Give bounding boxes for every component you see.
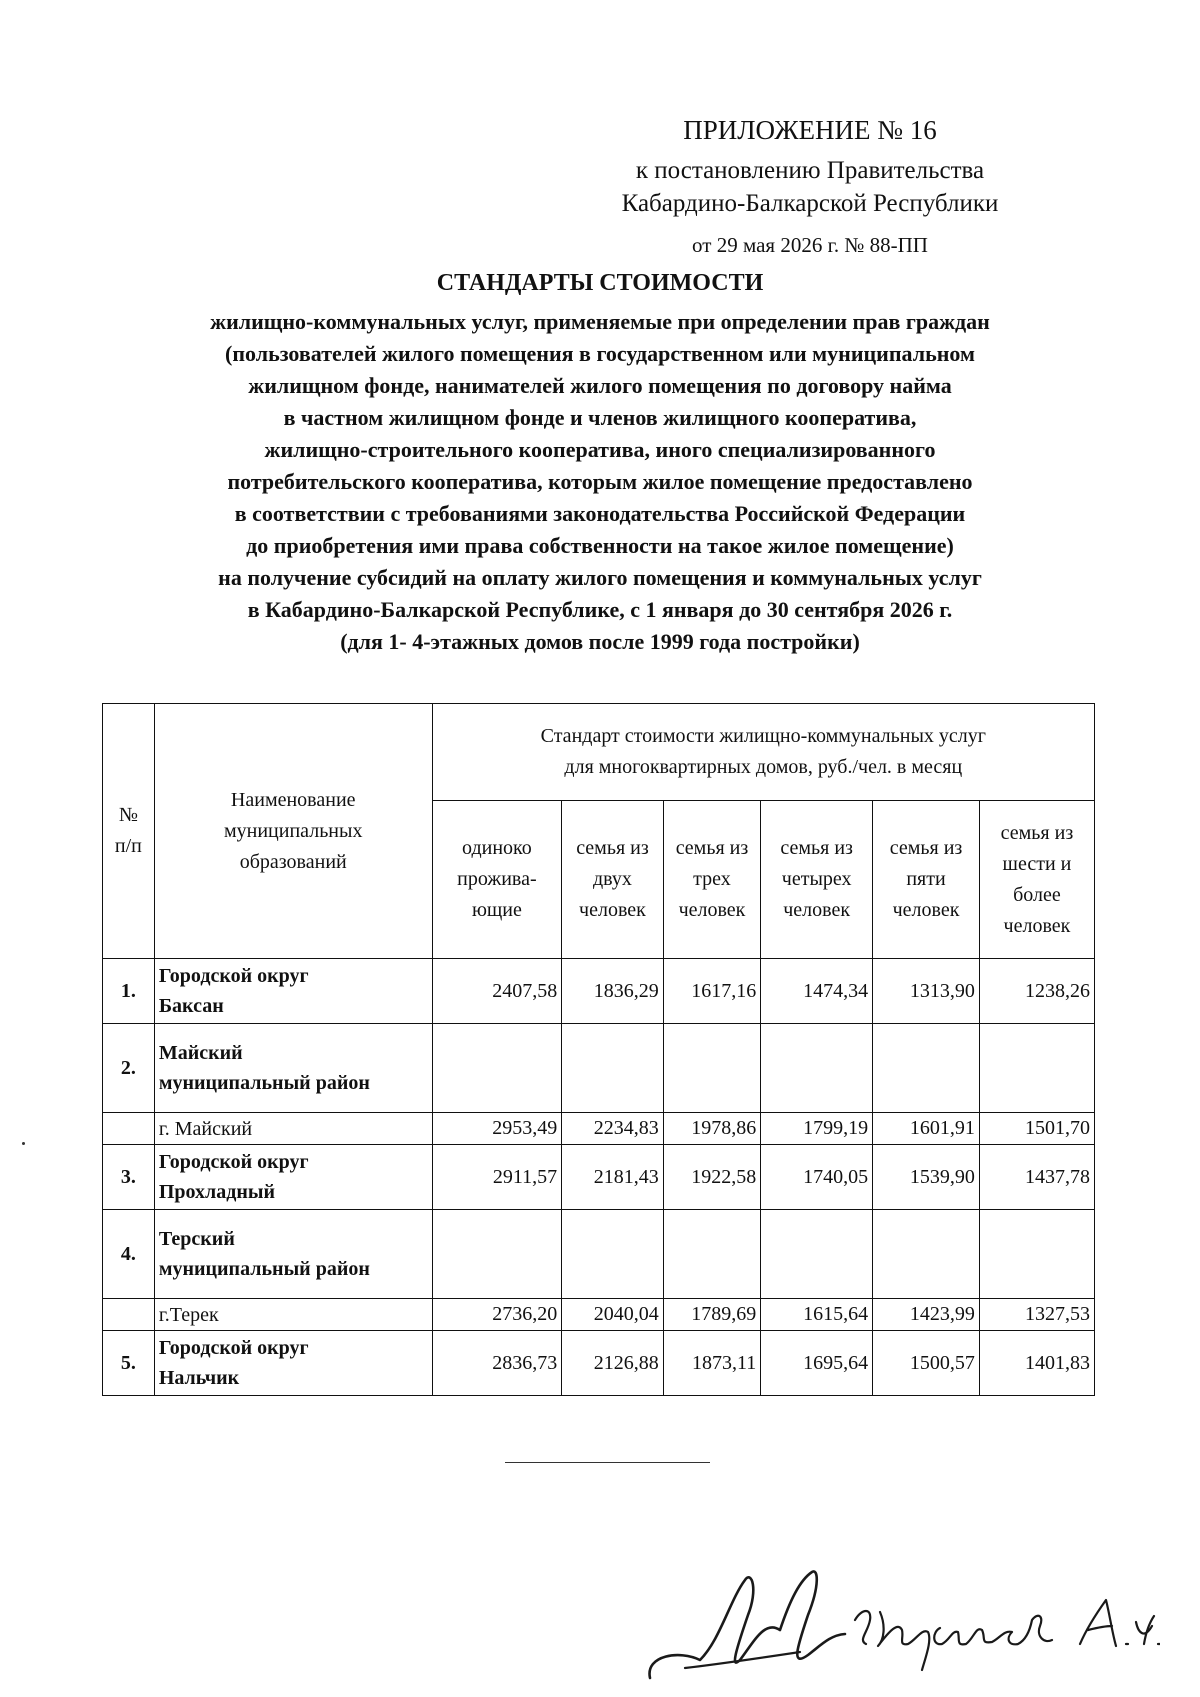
subheading-line: до приобретения ими права собственности на такое жилое помещение) [246,533,954,558]
scan-speck [22,1142,25,1145]
cost-value: 2040,04 [562,1299,664,1331]
header-line: человек [579,899,646,921]
cost-value: 1500,57 [873,1331,980,1396]
header-line: человек [1003,914,1071,937]
document-subheading [60,306,1140,658]
row-number [103,1299,155,1331]
cost-value: 2953,49 [432,1113,562,1145]
cost-value: 1617,16 [663,959,760,1024]
appendix-title: ПРИЛОЖЕНИЕ № 16 [683,115,937,145]
table-row [103,1331,1095,1396]
header-family-4 [761,801,873,959]
cost-value: 1437,78 [979,1145,1094,1210]
header-number-line: № [118,804,138,826]
header-line: шести и [1002,852,1072,875]
municipality-name [154,959,432,1024]
cost-value: 1922,58 [663,1145,760,1210]
header-line: человек [783,899,851,921]
header-line: человек [892,899,960,921]
cost-value [761,1210,873,1299]
subheading-line: в соответствии с требованиями законодательства Российской Федерации [234,501,966,526]
divider-line [505,1462,710,1463]
rates-table [102,703,1095,1396]
cost-value: 2407,58 [432,959,562,1024]
header-number [103,704,155,959]
cost-value [873,1210,980,1299]
cost-value [761,1024,873,1113]
municipality-name-line: г.Терек [158,1303,219,1326]
header-family-2 [562,801,664,959]
appendix-line-1: к постановлению Правительства [635,157,985,184]
municipality-name [154,1113,432,1145]
cost-value: 2234,83 [562,1113,664,1145]
subheading-line: жилищном фонде, нанимателей жилого помещения по договору найма [248,373,952,398]
row-number: 5. [103,1331,155,1396]
municipality-name [154,1331,432,1396]
table-row [103,1299,1095,1331]
header-line: двух [593,868,632,890]
municipality-name-line: Городской округ [158,1151,309,1173]
header-number-line: п/п [114,835,142,857]
header-line: семья из [1000,821,1074,844]
cost-value: 2181,43 [562,1145,664,1210]
table-row [103,1145,1095,1210]
table-row [103,1113,1095,1145]
header-municipality [154,704,432,959]
header-municipality-line: образований [239,850,347,873]
header-line: семья из [780,837,853,859]
header-family-3 [663,801,760,959]
header-line: семья из [576,837,649,859]
cost-value [432,1024,562,1113]
cost-value: 1327,53 [979,1299,1094,1331]
cost-value: 1423,99 [873,1299,980,1331]
cost-value: 1238,26 [979,959,1094,1024]
header-family-5 [873,801,980,959]
handwritten-signature [640,1560,1160,1690]
header-municipality-line: муниципальных [223,819,363,842]
cost-value: 1501,70 [979,1113,1094,1145]
header-municipality-line: Наименование [230,788,356,811]
header-family-6-plus [979,801,1094,959]
cost-value: 1836,29 [562,959,664,1024]
cost-value: 1978,86 [663,1113,760,1145]
subheading-line: в частном жилищном фонде и членов жилищного кооператива, [283,405,917,430]
municipality-name-line: Нальчик [158,1367,240,1389]
cost-value: 2911,57 [432,1145,562,1210]
cost-value [663,1210,760,1299]
municipality-name-line: Баксан [158,995,224,1017]
subheading-line: жилищно-коммунальных услуг, применяемые при определении прав граждан [210,309,990,334]
cost-value: 2736,20 [432,1299,562,1331]
municipality-name-line: Городской округ [158,965,309,987]
appendix-date: от 29 мая 2026 г. № 88-ПП [692,233,928,257]
header-cost-standard-line: Стандарт стоимости жилищно-коммунальных услуг [540,725,986,747]
subheading-line: (пользователей жилого помещения в государственном или муниципальном [225,341,975,366]
row-number [103,1113,155,1145]
table-row [103,1210,1095,1299]
header-line: трех [693,868,731,890]
document-heading: СТАНДАРТЫ СТОИМОСТИ [436,270,764,296]
cost-value [663,1024,760,1113]
cost-value [562,1210,664,1299]
header-line: семья из [675,837,749,859]
cost-value: 1539,90 [873,1145,980,1210]
municipality-name [154,1145,432,1210]
subheading-line: потребительского кооператива, которым жилое помещение предоставлено [227,469,973,494]
header-line: одиноко [462,837,532,859]
header-cost-standard-line: для многоквартирных домов, руб./чел. в месяц [564,756,963,778]
municipality-name [154,1024,432,1113]
cost-value [873,1024,980,1113]
subheading-line: (для 1- 4-этажных домов после 1999 года постройки) [340,629,860,654]
cost-value: 1601,91 [873,1113,980,1145]
cost-value: 1873,11 [663,1331,760,1396]
header-line: более [1013,883,1061,906]
row-number: 1. [103,959,155,1024]
municipality-name-line: Майский [158,1042,243,1064]
subheading-line: в Кабардино-Балкарской Республике, с 1 января до 30 сентября 2026 г. [247,597,953,622]
cost-value [432,1210,562,1299]
appendix-line-2: Кабардино-Балкарской Республики [621,190,999,217]
municipality-name-line: г. Майский [158,1117,253,1140]
row-number: 2. [103,1024,155,1113]
municipality-name [154,1299,432,1331]
municipality-name-line: муниципальный район [158,1258,370,1280]
cost-value: 2126,88 [562,1331,664,1396]
cost-value: 1695,64 [761,1331,873,1396]
cost-value: 1789,69 [663,1299,760,1331]
header-line: прожива- [457,868,537,890]
municipality-name [154,1210,432,1299]
cost-value [562,1024,664,1113]
row-number: 4. [103,1210,155,1299]
cost-value: 1401,83 [979,1331,1094,1396]
cost-value: 1740,05 [761,1145,873,1210]
header-line: пяти [906,868,946,890]
header-single [432,801,562,959]
header-line: ющие [471,899,522,921]
cost-value [979,1024,1094,1113]
subheading-line: на получение субсидий на оплату жилого помещения и коммунальных услуг [218,565,982,590]
cost-value: 1474,34 [761,959,873,1024]
header-line: семья из [889,837,963,859]
cost-value: 1615,64 [761,1299,873,1331]
row-number: 3. [103,1145,155,1210]
cost-value: 1313,90 [873,959,980,1024]
cost-value [979,1210,1094,1299]
header-cost-standard [432,704,1094,801]
municipality-name-line: муниципальный район [158,1072,370,1094]
header-line: четырех [781,868,852,890]
table-row [103,1024,1095,1113]
subheading-line: жилищно-строительного кооператива, иного специализированного [264,437,936,462]
cost-value: 1799,19 [761,1113,873,1145]
municipality-name-line: Терский [158,1228,235,1250]
table-row [103,959,1095,1024]
header-line: человек [678,899,746,921]
municipality-name-line: Городской округ [158,1337,309,1359]
cost-value: 2836,73 [432,1331,562,1396]
municipality-name-line: Прохладный [158,1181,276,1203]
